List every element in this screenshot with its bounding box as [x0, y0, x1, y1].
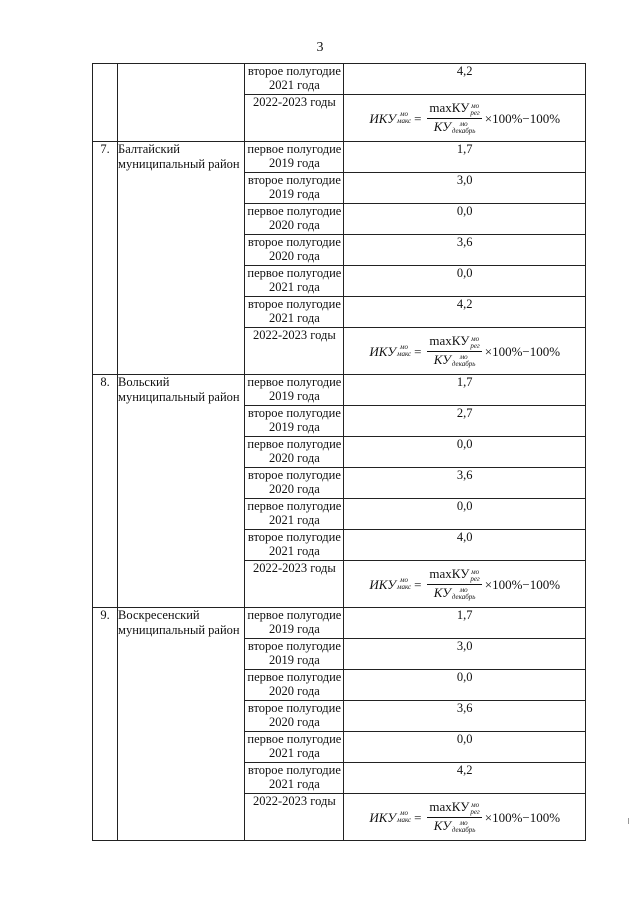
formula-cell: [344, 794, 586, 841]
value-cell: 2,7: [344, 406, 586, 437]
row-number-cell: [93, 64, 118, 142]
value-cell: 4,2: [344, 297, 586, 328]
district-name: Вольский муниципальный район: [118, 375, 245, 608]
table-row: [93, 142, 586, 173]
period-cell: 2022-2023 годы: [245, 561, 344, 608]
period-cell: 2022-2023 годы: [245, 95, 344, 142]
row-number: 8.: [93, 375, 118, 608]
value-cell: 4,2: [344, 64, 586, 95]
value-cell: 0,0: [344, 266, 586, 297]
row-number: 9.: [93, 608, 118, 841]
period-cell: первое полугодие 2020 года: [245, 204, 344, 235]
table-row: [93, 608, 586, 639]
period-cell: второе полугодие 2021 года: [245, 530, 344, 561]
page-number: 3: [316, 40, 324, 55]
formula-cell: [344, 328, 586, 375]
value-cell: 0,0: [344, 670, 586, 701]
period-cell: второе полугодие 2020 года: [245, 468, 344, 499]
margin-mark: [628, 818, 629, 824]
formula-cell: [344, 561, 586, 608]
formula: ИКУ мо макс = maxКУ мо рег КУ мо декабрь ×100%−100%: [369, 100, 561, 135]
table-row: [93, 375, 586, 406]
value-cell: 0,0: [344, 499, 586, 530]
period-cell: первое полугодие 2020 года: [245, 437, 344, 468]
period-cell: первое полугодие 2019 года: [245, 375, 344, 406]
value-cell: 1,7: [344, 608, 586, 639]
period-cell: второе полугодие 2019 года: [245, 639, 344, 670]
period-cell: первое полугодие 2021 года: [245, 266, 344, 297]
period-cell: второе полугодие 2019 года: [245, 173, 344, 204]
period-cell: 2022-2023 годы: [245, 794, 344, 841]
value-cell: 4,0: [344, 530, 586, 561]
formula: ИКУ мо макс = maxКУ мо рег КУ мо декабрь ×100%−100%: [369, 799, 561, 834]
period-cell: первое полугодие 2021 года: [245, 732, 344, 763]
value-cell: 1,7: [344, 375, 586, 406]
tariff-index-table: [92, 63, 586, 841]
period-cell: второе полугодие 2019 года: [245, 406, 344, 437]
table-row: [93, 64, 586, 95]
period-cell: первое полугодие 2019 года: [245, 608, 344, 639]
value-cell: 3,6: [344, 701, 586, 732]
formula: ИКУ мо макс = maxКУ мо рег КУ мо декабрь ×100%−100%: [369, 566, 561, 601]
period-cell: второе полугодие 2021 года: [245, 64, 344, 95]
formula-fraction: maxКУ мо рег КУ мо декабрь: [429, 100, 480, 135]
row-number: 7.: [93, 142, 118, 375]
district-name: Балтайский муниципальный район: [118, 142, 245, 375]
value-cell: 3,0: [344, 639, 586, 670]
period-cell: первое полугодие 2021 года: [245, 499, 344, 530]
period-cell: второе полугодие 2021 года: [245, 763, 344, 794]
formula-fraction: maxКУ мо рег КУ мо декабрь: [429, 566, 480, 601]
formula-fraction: maxКУ мо рег КУ мо декабрь: [429, 333, 480, 368]
value-cell: 4,2: [344, 763, 586, 794]
formula-fraction: maxКУ мо рег КУ мо декабрь: [429, 799, 480, 834]
formula-lhs: ИКУ: [369, 110, 396, 126]
district-cell: [118, 64, 245, 142]
value-cell: 3,6: [344, 235, 586, 266]
formula: ИКУ мо макс = maxКУ мо рег КУ мо декабрь ×100%−100%: [369, 333, 561, 368]
value-cell: 3,6: [344, 468, 586, 499]
period-cell: второе полугодие 2021 года: [245, 297, 344, 328]
value-cell: 0,0: [344, 437, 586, 468]
period-cell: 2022-2023 годы: [245, 328, 344, 375]
formula-lhs: ИКУ: [369, 343, 396, 359]
value-cell: 0,0: [344, 204, 586, 235]
value-cell: 1,7: [344, 142, 586, 173]
value-cell: 0,0: [344, 732, 586, 763]
period-cell: первое полугодие 2020 года: [245, 670, 344, 701]
period-cell: первое полугодие 2019 года: [245, 142, 344, 173]
value-cell: 3,0: [344, 173, 586, 204]
formula-lhs: ИКУ: [369, 809, 396, 825]
period-cell: второе полугодие 2020 года: [245, 235, 344, 266]
formula-cell: [344, 95, 586, 142]
formula-lhs: ИКУ: [369, 576, 396, 592]
period-cell: второе полугодие 2020 года: [245, 701, 344, 732]
district-name: Воскресенский муниципальный район: [118, 608, 245, 841]
